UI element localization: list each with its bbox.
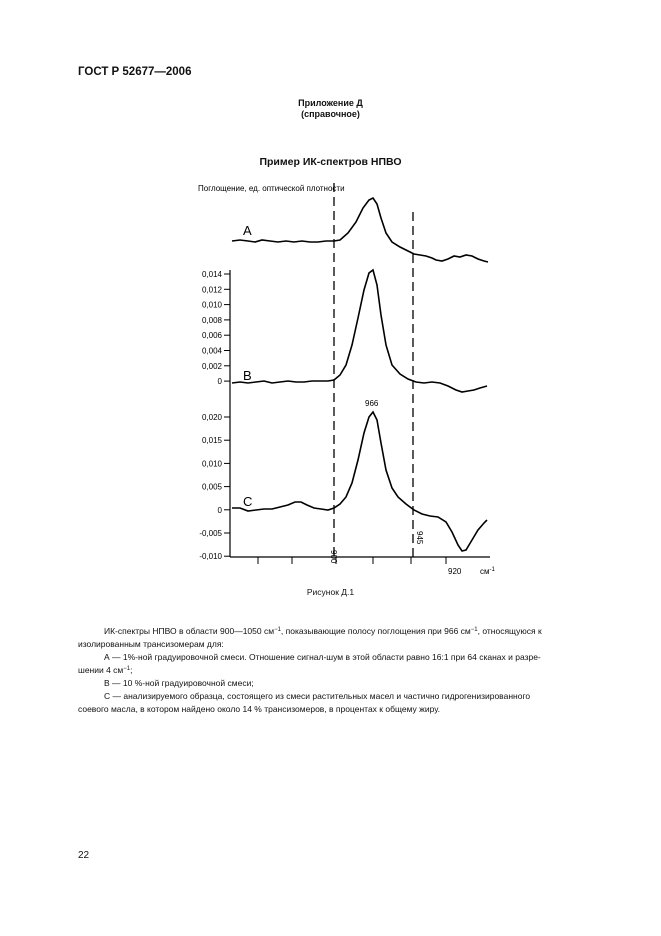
series-b-label: B xyxy=(243,368,252,383)
figure-caption: Рисунок Д.1 xyxy=(306,587,355,597)
y-axis-label: Поглощение, ед. оптической плотности xyxy=(198,184,345,193)
series-c-y-tick-label: 0 xyxy=(217,505,222,515)
series-b-y-tick-label: 0,012 xyxy=(201,285,222,295)
series-b-y-tick-label: 0,004 xyxy=(201,346,222,356)
series-c-y-tick-label: -0,005 xyxy=(199,529,222,538)
item-a-line1: А — 1%-ной градуировочной смеси. Отношение сигнал-шум в этой области равно 16:1 при 64 сканах и разре- xyxy=(104,652,541,662)
series-b-y-tick-label: 0,008 xyxy=(201,315,222,325)
series-c-y-tick-label: -0,010 xyxy=(199,552,222,562)
series-c-y-axis xyxy=(199,413,230,561)
x-unit-label: $см^{-1}$ xyxy=(480,567,495,576)
paragraph-intro-line2: изолированным трансизомерам для: xyxy=(78,639,224,649)
series-c-y-tick-label: 0,010 xyxy=(201,459,222,469)
series-c-line xyxy=(232,412,487,551)
series-a-line xyxy=(232,198,488,262)
series-c-y-tick-label: 0,015 xyxy=(201,436,222,446)
series-c-label: C xyxy=(243,494,253,509)
x-axis-ticks xyxy=(258,557,446,564)
series-b-y-tick-label: 0,002 xyxy=(201,361,222,371)
peak-label: 966 xyxy=(365,399,379,408)
series-b-line xyxy=(232,270,487,392)
item-a-line2: шении 4 $см^{-1}$; xyxy=(78,665,133,675)
series-b-y-axis xyxy=(202,270,230,386)
page-number: 22 xyxy=(78,850,90,861)
x-tick-920: 920 xyxy=(448,567,462,576)
series-b-y-tick-label: 0,010 xyxy=(201,300,222,310)
series-b-y-tick-label: 0 xyxy=(217,377,222,387)
marker-label-900: 900 xyxy=(329,550,338,564)
series-b-y-tick-label: 0,014 xyxy=(201,270,222,279)
series-b-y-tick-label: 0,006 xyxy=(201,331,222,341)
standard-header: ГОСТ Р 52677—2006 xyxy=(78,66,192,78)
item-c-line1: С — анализируемого образца, состоящего из смеси растительных масел и частично гидрогенизированного xyxy=(104,691,531,701)
series-c-y-tick-label: 0,020 xyxy=(201,413,222,422)
appendix-title: Приложение Д xyxy=(298,98,363,108)
series-a-label: A xyxy=(243,223,252,238)
figure-title: Пример ИК-спектров НПВО xyxy=(259,156,402,168)
series-c-y-tick-label: 0,005 xyxy=(201,482,222,492)
appendix-note: (справочное) xyxy=(301,109,360,119)
item-c-line2: соевого масла, в котором найдено около 14 % трансизомеров, в процентах к общему жиру. xyxy=(78,704,440,714)
item-b: В — 10 %-ной градуировочной смеси; xyxy=(104,678,254,688)
marker-label-945: 945 xyxy=(415,531,424,545)
paragraph-intro-line1: ИК-спектры НПВО в области 900—1050 $см^{-1}$, показывающие полосу поглощения при 966 $см^{-1}$, относящуюся к xyxy=(104,626,542,636)
